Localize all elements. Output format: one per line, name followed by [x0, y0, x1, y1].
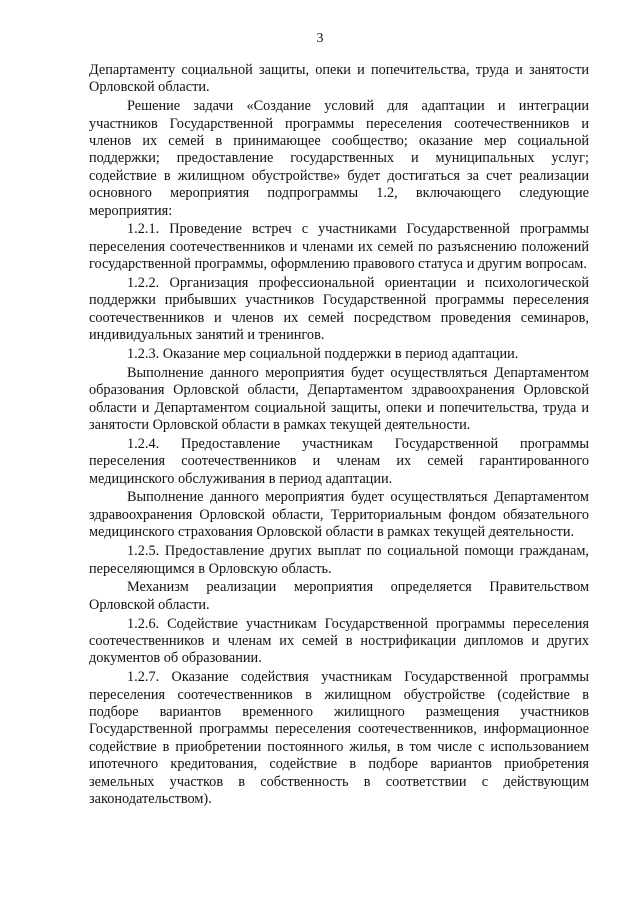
paragraph: Решение задачи «Создание условий для адаптации и интеграции участников Государственной программы переселения соотечественников и членов их семей в принимающее сообщество; оказание мер социальной поддержки; предоставление государственных и муниципальных услуг; содействие в жилищном обустройстве» будет достигаться за счет реализации основного мероприятия подпрограммы 1.2, включающего следующие мероприятия:: [89, 98, 589, 219]
page-number: 3: [316, 31, 324, 46]
paragraph: 1.2.5. Предоставление других выплат по социальной помощи гражданам, переселяющимся в Орловскую область.: [89, 543, 589, 577]
paragraph: Механизм реализации мероприятия определяется Правительством Орловской области.: [89, 579, 589, 613]
paragraph: 1.2.1. Проведение встреч с участниками Государственной программы переселения соотечественников и членами их семей по разъяснению положений государственной программы, оформлению правового статуса и другим вопросам.: [89, 221, 589, 273]
paragraph: 1.2.6. Содействие участникам Государственной программы переселения соотечественников и членам их семей в нострификации дипломов и других документов об образовании.: [89, 615, 589, 667]
paragraph: Департаменту социальной защиты, опеки и попечительства, труда и занятости Орловской области.: [89, 62, 589, 96]
paragraph: 1.2.2. Организация профессиональной ориентации и психологической поддержки прибывших участников Государственной программы переселения соотечественников и членов их семей посредством проведения семинаров, индивидуальных занятий и тренингов.: [89, 275, 589, 344]
paragraph: 1.2.7. Оказание содействия участникам Государственной программы переселения соотечественников в жилищном обустройстве (содействие в подборе вариантов временного жилищного размещения участников Государственной программы переселения соотечественников, информационное содействие в приобретении постоянного жилья, в том числе с использованием ипотечного кредитования, содействие в подборе вариантов приобретения земельных участков в собственность в соответствии с действующим законодательством).: [89, 669, 589, 807]
document-body: [89, 62, 589, 808]
paragraph: 1.2.4. Предоставление участникам Государственной программы переселения соотечественников и членам их семей гарантированного медицинского обслуживания в период адаптации.: [89, 435, 589, 487]
paragraph: 1.2.3. Оказание мер социальной поддержки в период адаптации.: [127, 346, 519, 363]
paragraph: Выполнение данного мероприятия будет осуществляться Департаментом здравоохранения Орловской области, Территориальным фондом обязательного медицинского страхования Орловской области в рамках текущей деятельности.: [89, 489, 589, 541]
paragraph: Выполнение данного мероприятия будет осуществляться Департаментом образования Орловской области, Департаментом здравоохранения Орловской области и Департаментом социальной защиты, опеки и попечительства, труда и занятости Орловской области в рамках текущей деятельности.: [89, 364, 589, 434]
